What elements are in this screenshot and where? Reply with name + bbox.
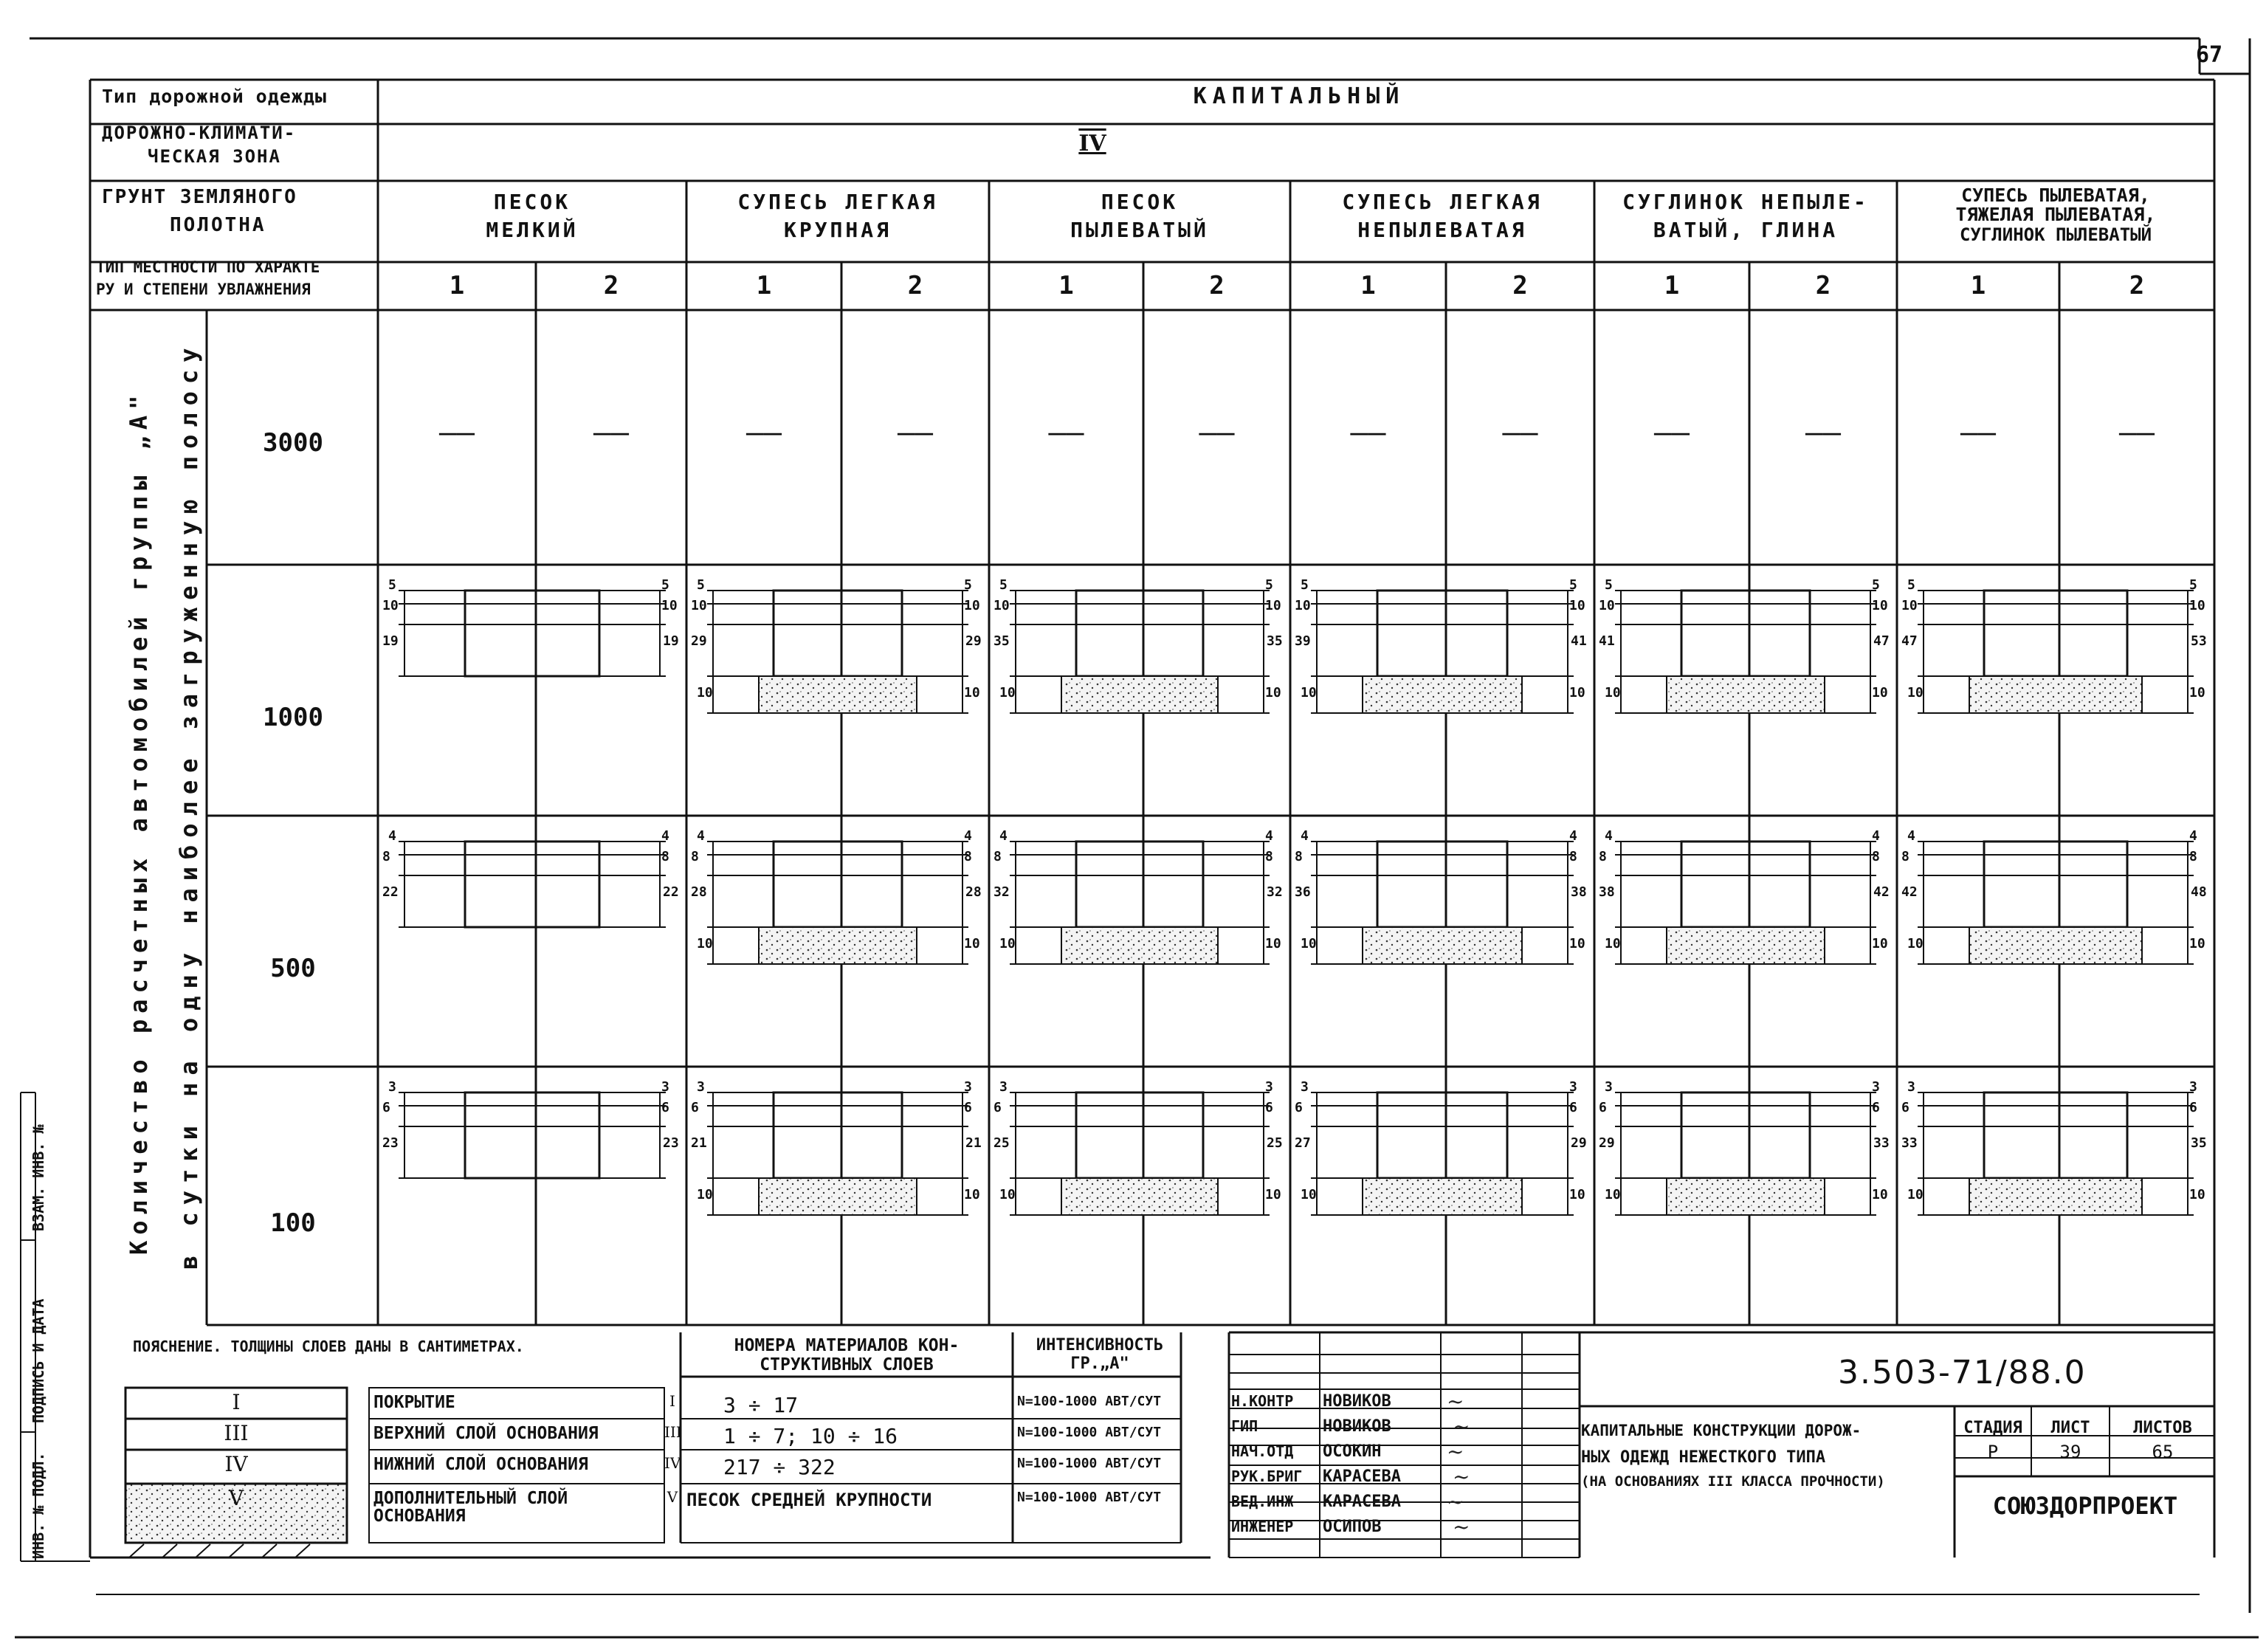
subcolumn-number: 1	[756, 271, 772, 300]
sand-layer	[759, 676, 917, 713]
layer-thickness: 10	[1295, 598, 1311, 613]
no-construction-dash: ——	[438, 415, 475, 450]
layer-thickness: 10	[661, 598, 678, 613]
sand-layer	[1667, 1178, 1825, 1215]
layer-thickness: 10	[1907, 936, 1924, 951]
soil-header: СУГЛИНОК НЕПЫЛЕ-	[1622, 190, 1869, 214]
soil-label-1: ГРУНТ ЗЕМЛЯНОГО	[102, 186, 297, 208]
soil-header: СУГЛИНОК ПЫЛЕВАТЫЙ	[1959, 224, 2152, 245]
side-stamp-replacement: ВЗАМ. ИНВ. №	[30, 1124, 47, 1231]
layer-thickness: 32	[993, 884, 1010, 900]
sand-layer	[1061, 1178, 1218, 1215]
layer-thickness: 4	[2189, 828, 2197, 844]
subcolumn-number: 1	[1058, 271, 1074, 300]
legend-materials: 217 ÷ 322	[723, 1455, 836, 1479]
no-construction-dash: ——	[593, 415, 630, 450]
subcolumn-number: 2	[603, 271, 619, 300]
layer-thickness: 10	[964, 685, 980, 701]
legend-intensity: N=100-1000 АВТ/СУТ	[1017, 1490, 1162, 1505]
doc-code: 3.503-71/88.0	[1838, 1354, 2087, 1391]
title-role: НАЧ.ОТД	[1231, 1442, 1294, 1460]
sheet-value: 39	[2059, 1442, 2081, 1462]
layer-thickness: 4	[964, 828, 972, 844]
soil-header: ВАТЫЙ, ГЛИНА	[1653, 218, 1839, 242]
layer-thickness: 5	[1605, 577, 1613, 593]
layer-thickness: 3	[661, 1079, 669, 1095]
layer-thickness: 4	[999, 828, 1008, 844]
side-stamp-inv: ИНВ. № ПОДЛ.	[30, 1452, 47, 1559]
legend-intensity-header: ИНТЕНСИВНОСТЬ ГР.„А"	[1036, 1336, 1164, 1374]
signature-mark: ~	[1447, 1439, 1464, 1464]
layer-thickness: 10	[2189, 685, 2205, 701]
legend-symbol: III	[224, 1421, 249, 1445]
layer-thickness: 3	[697, 1079, 705, 1095]
subcolumn-number: 1	[449, 271, 465, 300]
layer-thickness: 29	[1599, 1135, 1615, 1151]
traffic-value: 100	[270, 1208, 316, 1238]
layer-thickness: 4	[1907, 828, 1915, 844]
layer-thickness: 25	[993, 1135, 1010, 1151]
layer-thickness: 8	[1569, 849, 1577, 864]
layer-thickness: 5	[964, 577, 972, 593]
soil-header: НЕПЫЛЕВАТАЯ	[1357, 218, 1527, 242]
layer-thickness: 4	[697, 828, 705, 844]
sand-layer	[1363, 676, 1522, 713]
layer-thickness: 22	[382, 884, 399, 900]
layer-thickness: 10	[1569, 936, 1585, 951]
description-line-1: КАПИТАЛЬНЫЕ КОНСТРУКЦИИ ДОРОЖ-	[1581, 1422, 1862, 1439]
layer-thickness: 8	[1599, 849, 1607, 864]
layer-thickness: 6	[1295, 1100, 1303, 1115]
layer-thickness: 10	[697, 685, 713, 701]
layer-thickness: 10	[1569, 1187, 1585, 1202]
layer-thickness: 8	[382, 849, 390, 864]
legend-materials: ПЕСОК СРЕДНЕЙ КРУПНОСТИ	[686, 1490, 932, 1510]
stage-label: СТАДИЯ	[1963, 1419, 2022, 1437]
no-construction-dash: ——	[1653, 415, 1690, 450]
soil-label-2: ПОЛОТНА	[170, 214, 266, 236]
no-construction-dash: ——	[897, 415, 934, 450]
layer-thickness: 4	[661, 828, 669, 844]
legend-intensity: N=100-1000 АВТ/СУТ	[1017, 1425, 1162, 1440]
layer-thickness: 35	[1267, 633, 1283, 649]
layer-thickness: 21	[965, 1135, 982, 1151]
layer-thickness: 3	[999, 1079, 1008, 1095]
legend-roman: I	[669, 1392, 675, 1410]
legend-intensity: N=100-1000 АВТ/СУТ	[1017, 1394, 1162, 1409]
ground-hatch	[295, 1544, 310, 1558]
layer-thickness: 10	[1605, 1187, 1621, 1202]
signature-mark: ~	[1453, 1414, 1470, 1439]
layer-thickness: 5	[697, 577, 705, 593]
subcolumn-number: 2	[1209, 271, 1225, 300]
layer-thickness: 35	[2191, 1135, 2207, 1151]
no-construction-dash: ——	[1048, 415, 1084, 450]
layer-thickness: 42	[1901, 884, 1918, 900]
vertical-label-1: Количество расчетных автомобилей группы „А"	[125, 389, 153, 1255]
layer-thickness: 6	[382, 1100, 390, 1115]
subcolumn-number: 1	[1664, 271, 1680, 300]
layer-thickness: 10	[1872, 685, 1888, 701]
layer-thickness: 33	[1873, 1135, 1890, 1151]
soil-header: СУПЕСЬ ПЫЛЕВАТАЯ,	[1961, 185, 2150, 206]
subcolumn-number: 1	[1970, 271, 1986, 300]
layer-thickness: 6	[1599, 1100, 1607, 1115]
layer-thickness: 6	[1901, 1100, 1909, 1115]
side-stamp-signature: ПОДПИСЬ И ДАТА	[30, 1298, 47, 1423]
layer-thickness: 10	[1301, 1187, 1317, 1202]
layer-thickness: 10	[697, 936, 713, 951]
legend-layer-name: НИЖНИЙ СЛОЙ ОСНОВАНИЯ	[373, 1455, 588, 1474]
layer-thickness: 8	[1901, 849, 1909, 864]
no-construction-dash: ——	[1805, 415, 1842, 450]
signature-mark: ~	[1447, 1389, 1464, 1414]
sand-layer	[759, 1178, 917, 1215]
layer-thickness: 4	[1569, 828, 1577, 844]
title-person-name: КАРАСЕВА	[1323, 1493, 1401, 1511]
title-person-name: ОСОКИН	[1323, 1442, 1382, 1461]
layer-thickness: 32	[1267, 884, 1283, 900]
sand-layer	[1061, 927, 1218, 964]
layer-thickness: 28	[691, 884, 707, 900]
layer-thickness: 23	[382, 1135, 399, 1151]
layer-thickness: 4	[388, 828, 396, 844]
legend-symbol: IV	[224, 1452, 248, 1476]
sand-layer	[759, 927, 917, 964]
title-person-name: НОВИКОВ	[1323, 1392, 1391, 1411]
soil-header: МЕЛКИЙ	[486, 218, 579, 242]
title-person-name: НОВИКОВ	[1323, 1417, 1391, 1436]
layer-thickness: 6	[993, 1100, 1002, 1115]
layer-thickness: 10	[1872, 598, 1888, 613]
organization: СОЮЗДОРПРОЕКТ	[1992, 1492, 2178, 1520]
legend-materials: 1 ÷ 7; 10 ÷ 16	[723, 1424, 898, 1448]
title-person-name: КАРАСЕВА	[1323, 1467, 1401, 1486]
layer-thickness: 29	[965, 633, 982, 649]
layer-thickness: 10	[1265, 936, 1281, 951]
ground-hatch	[196, 1544, 210, 1558]
layer-thickness: 4	[1605, 828, 1613, 844]
layer-thickness: 10	[2189, 1187, 2205, 1202]
pavement-type-label: Тип дорожной одежды	[102, 86, 327, 107]
soil-header: ТЯЖЕЛАЯ ПЫЛЕВАТАЯ,	[1955, 204, 2156, 225]
layer-thickness: 19	[382, 633, 399, 649]
sheets-label: ЛИСТОВ	[2133, 1419, 2192, 1437]
climate-zone-label-1: ДОРОЖНО-КЛИМАТИ-	[102, 123, 297, 143]
layer-thickness: 10	[1605, 936, 1621, 951]
layer-thickness: 8	[964, 849, 972, 864]
layer-thickness: 21	[691, 1135, 707, 1151]
layer-thickness: 5	[388, 577, 396, 593]
layer-thickness: 10	[1599, 598, 1615, 613]
no-construction-dash: ——	[745, 415, 782, 450]
soil-header: ПЕСОК	[1101, 190, 1179, 214]
layer-thickness: 4	[1872, 828, 1880, 844]
layer-thickness: 3	[1265, 1079, 1273, 1095]
sand-layer	[1667, 676, 1825, 713]
layer-thickness: 4	[1265, 828, 1273, 844]
title-role: ГИП	[1231, 1417, 1258, 1435]
layer-thickness: 8	[1295, 849, 1303, 864]
layer-thickness: 10	[1605, 685, 1621, 701]
layer-thickness: 39	[1295, 633, 1311, 649]
sheet-number: 67	[2196, 42, 2223, 68]
layer-thickness: 5	[1872, 577, 1880, 593]
layer-thickness: 5	[1265, 577, 1273, 593]
soil-header: СУПЕСЬ ЛЕГКАЯ	[1342, 190, 1543, 214]
layer-thickness: 10	[1569, 598, 1585, 613]
subcolumn-number: 2	[907, 271, 923, 300]
layer-thickness: 3	[1907, 1079, 1915, 1095]
layer-thickness: 3	[2189, 1079, 2197, 1095]
vertical-label-2: в сутки на одну наиболее загруженную полосу	[175, 340, 203, 1270]
legend-symbol: I	[232, 1390, 241, 1414]
layer-thickness: 5	[1301, 577, 1309, 593]
layer-thickness: 38	[1599, 884, 1615, 900]
legend-symbol: V	[228, 1486, 244, 1510]
layer-thickness: 10	[697, 1187, 713, 1202]
layer-thickness: 4	[1301, 828, 1309, 844]
layer-thickness: 35	[993, 633, 1010, 649]
sheet-label: ЛИСТ	[2050, 1419, 2090, 1437]
legend-layer-name: ДОПОЛНИТЕЛЬНЫЙ СЛОЙ ОСНОВАНИЯ	[373, 1489, 568, 1527]
no-construction-dash: ——	[1502, 415, 1538, 450]
legend-layer-name: ВЕРХНИЙ СЛОЙ ОСНОВАНИЯ	[373, 1424, 599, 1443]
layer-thickness: 8	[2189, 849, 2197, 864]
layer-thickness: 10	[1301, 936, 1317, 951]
ground-hatch	[229, 1544, 244, 1558]
layer-thickness: 6	[691, 1100, 699, 1115]
legend-materials: 3 ÷ 17	[723, 1393, 799, 1417]
no-construction-dash: ——	[1350, 415, 1386, 450]
layer-thickness: 8	[661, 849, 669, 864]
layer-thickness: 47	[1901, 633, 1918, 649]
layer-thickness: 29	[691, 633, 707, 649]
subcolumn-number: 1	[1360, 271, 1376, 300]
soil-header: СУПЕСЬ ЛЕГКАЯ	[737, 190, 938, 214]
sand-layer	[1363, 1178, 1522, 1215]
layer-thickness: 36	[1295, 884, 1311, 900]
layer-thickness: 6	[1265, 1100, 1273, 1115]
climate-zone-label-2: ЧЕСКАЯ ЗОНА	[148, 146, 281, 167]
sand-layer	[1667, 927, 1825, 964]
legend-intensity: N=100-1000 АВТ/СУТ	[1017, 1456, 1162, 1471]
layer-thickness: 5	[1907, 577, 1915, 593]
sheets-value: 65	[2152, 1442, 2174, 1462]
layer-thickness: 19	[663, 633, 679, 649]
layer-thickness: 42	[1873, 884, 1890, 900]
layer-thickness: 10	[1872, 936, 1888, 951]
layer-thickness: 10	[1569, 685, 1585, 701]
layer-thickness: 10	[1265, 1187, 1281, 1202]
legend-roman: III	[664, 1423, 682, 1441]
layer-thickness: 5	[999, 577, 1008, 593]
layer-thickness: 6	[2189, 1100, 2197, 1115]
no-construction-dash: ——	[1199, 415, 1235, 450]
description-line-2: НЫХ ОДЕЖД НЕЖЕСТКОГО ТИПА	[1581, 1448, 1826, 1467]
layer-thickness: 48	[2191, 884, 2207, 900]
description-line-3: (НА ОСНОВАНИЯХ III КЛАССА ПРОЧНОСТИ)	[1581, 1473, 1885, 1490]
layer-thickness: 41	[1599, 633, 1615, 649]
layer-thickness: 28	[965, 884, 982, 900]
layer-thickness: 10	[1901, 598, 1918, 613]
layer-thickness: 10	[993, 598, 1010, 613]
stage-value: Р	[1987, 1442, 1999, 1462]
layer-thickness: 10	[964, 936, 980, 951]
layer-thickness: 5	[1569, 577, 1577, 593]
ground-hatch	[129, 1544, 144, 1558]
subcolumn-number: 2	[1512, 271, 1528, 300]
sand-layer	[1969, 676, 2142, 713]
layer-thickness: 8	[691, 849, 699, 864]
layer-thickness: 10	[691, 598, 707, 613]
subcolumn-number: 2	[2129, 271, 2145, 300]
legend-note: ПОЯСНЕНИЕ. ТОЛЩИНЫ СЛОЕВ ДАНЫ В САНТИМЕТРАХ.	[133, 1338, 524, 1355]
layer-thickness: 33	[1901, 1135, 1918, 1151]
ground-hatch	[262, 1544, 277, 1558]
pavement-type-value: КАПИТАЛЬНЫЙ	[1193, 83, 1405, 109]
layer-thickness: 3	[1872, 1079, 1880, 1095]
soil-header: ПЕСОК	[493, 190, 571, 214]
layer-thickness: 10	[1907, 685, 1924, 701]
layer-thickness: 10	[1265, 685, 1281, 701]
layer-thickness: 10	[1907, 1187, 1924, 1202]
legend-roman: IV	[664, 1454, 681, 1472]
sand-layer	[1969, 1178, 2142, 1215]
layer-thickness: 8	[1872, 849, 1880, 864]
layer-thickness: 3	[388, 1079, 396, 1095]
layer-thickness: 10	[1265, 598, 1281, 613]
layer-thickness: 10	[2189, 936, 2205, 951]
signature-mark: ~	[1447, 1490, 1464, 1514]
sand-layer	[1363, 927, 1522, 964]
layer-thickness: 3	[1301, 1079, 1309, 1095]
ground-hatch	[162, 1544, 177, 1558]
layer-thickness: 10	[964, 1187, 980, 1202]
layer-thickness: 10	[382, 598, 399, 613]
climate-zone-value: IV	[1078, 131, 1106, 156]
layer-thickness: 6	[661, 1100, 669, 1115]
title-role: Н.КОНТР	[1231, 1392, 1294, 1410]
title-person-name: ОСИПОВ	[1323, 1518, 1382, 1536]
layer-thickness: 8	[1265, 849, 1273, 864]
layer-thickness: 3	[1569, 1079, 1577, 1095]
layer-thickness: 8	[993, 849, 1002, 864]
legend-materials-header: НОМЕРА МАТЕРИАЛОВ КОН- СТРУКТИВНЫХ СЛОЕВ	[734, 1336, 960, 1375]
layer-thickness: 23	[663, 1135, 679, 1151]
sand-layer	[1061, 676, 1218, 713]
layer-thickness: 38	[1571, 884, 1587, 900]
layer-thickness: 3	[1605, 1079, 1613, 1095]
layer-thickness: 22	[663, 884, 679, 900]
layer-thickness: 5	[2189, 577, 2197, 593]
layer-thickness: 10	[1872, 1187, 1888, 1202]
layer-thickness: 47	[1873, 633, 1890, 649]
layer-thickness: 25	[1267, 1135, 1283, 1151]
title-role: ВЕД.ИНЖ	[1231, 1493, 1294, 1510]
layer-thickness: 6	[964, 1100, 972, 1115]
layer-thickness: 10	[999, 685, 1016, 701]
legend-roman: V	[667, 1488, 678, 1506]
subcolumn-number: 2	[1815, 271, 1831, 300]
layer-thickness: 53	[2191, 633, 2207, 649]
traffic-value: 3000	[263, 427, 323, 458]
sand-layer	[1969, 927, 2142, 964]
layer-thickness: 10	[2189, 598, 2205, 613]
no-construction-dash: ——	[2118, 415, 2155, 450]
layer-thickness: 6	[1569, 1100, 1577, 1115]
signature-mark: ~	[1453, 1465, 1470, 1489]
title-role: ИНЖЕНЕР	[1231, 1518, 1294, 1535]
traffic-value: 1000	[263, 703, 323, 732]
layer-thickness: 10	[1301, 685, 1317, 701]
legend-layer-name: ПОКРЫТИЕ	[373, 1393, 455, 1412]
layer-thickness: 27	[1295, 1135, 1311, 1151]
layer-thickness: 29	[1571, 1135, 1587, 1151]
soil-header: ПЫЛЕВАТЫЙ	[1070, 218, 1209, 242]
layer-thickness: 10	[964, 598, 980, 613]
layer-thickness: 10	[999, 936, 1016, 951]
layer-thickness: 6	[1872, 1100, 1880, 1115]
layer-thickness: 10	[999, 1187, 1016, 1202]
title-role: РУК.БРИГ	[1231, 1467, 1303, 1485]
terrain-label-1: ТИП МЕСТНОСТИ ПО ХАРАКТЕ	[96, 258, 320, 276]
traffic-value: 500	[270, 954, 316, 983]
layer-thickness: 41	[1571, 633, 1587, 649]
soil-header: КРУПНАЯ	[783, 218, 892, 242]
layer-thickness: 5	[661, 577, 669, 593]
terrain-label-2: РУ И СТЕПЕНИ УВЛАЖНЕНИЯ	[96, 281, 311, 298]
layer-thickness: 3	[964, 1079, 972, 1095]
signature-mark: ~	[1453, 1515, 1470, 1539]
no-construction-dash: ——	[1960, 415, 1997, 450]
